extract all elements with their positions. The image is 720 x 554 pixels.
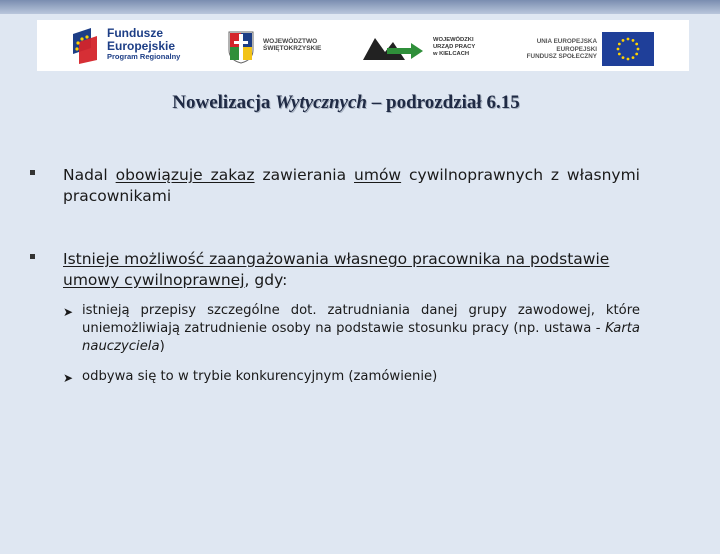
b1-part1: Nadal [63,166,116,184]
arrow-bullet-icon: ➤ [63,305,74,319]
square-bullet-icon [30,254,35,259]
title-italic: Wytycznych [275,92,367,113]
eu-star-icon [622,39,625,42]
sub1-text: istnieją przepisy szczególne dot. zatrudniania danej grupy zawodowej, które uniemożliwiają zatrudnienie osoby na podstawie stosunku pracy (np. ustawa - [82,303,640,336]
arrow-bullet-icon: ➤ [63,371,74,385]
eu-star-icon [627,58,630,61]
wup-logo-icon [361,32,425,62]
eu-star-icon [637,48,640,51]
logo-bar [37,20,689,71]
sub-bullet-1-text [82,302,640,356]
b2-tail: , gdy: [244,271,288,289]
swk-line1: WOJEWÓDZTWO [263,38,318,45]
sub1-end: ) [159,339,165,354]
bullet-item-1 [30,165,640,207]
ue-text [519,38,597,61]
swk-line2: ŚWIĘTOKRZYSKIE [263,45,322,53]
eu-star-icon [617,48,620,51]
eu-star-icon [632,39,635,42]
eu-star-icon [618,53,621,56]
fe-line3: Program Regionalny [107,52,181,62]
eu-star-icon [635,53,638,56]
eu-flag-icon [602,32,654,66]
title-before: Nowelizacja [172,92,276,113]
b1-part4: umów [354,166,402,184]
fe-line2: Europejskie [107,38,176,53]
eu-star-icon [632,56,635,59]
b1-part3: zawierania [254,166,355,184]
fundusze-europejskie-logo-icon [69,26,101,66]
b1-part6: z własnymi pracownikami [63,166,640,205]
square-bullet-icon [30,170,35,175]
sub-bullet-1 [63,302,640,356]
wup-line2: URZĄD PRACY [433,44,476,51]
b2-underlined: Istnieje możliwość zaangażowania własnego pracownika na podstawie umowy cywilnoprawnej [63,250,610,289]
ue-line2: EUROPEJSKI [556,45,597,53]
sub1-italic: Karta nauczyciela [82,321,640,354]
eu-star-icon [635,43,638,46]
ue-line1: UNIA EUROPEJSKA [536,38,597,45]
ue-line3: FUNDUSZ SPOŁECZNY [526,53,597,61]
fe-line1: Fundusze [107,26,163,40]
b1-part5: cywilnoprawnych [401,166,544,184]
slide-title [0,92,692,114]
wup-line1: WOJEWÓDZKI [433,37,474,43]
swietokrzyskie-text [263,38,321,53]
sub-bullet-2 [63,368,640,386]
title-after: – podrozdział 6.15 [367,92,520,113]
wup-line3: w KIELCACH [433,51,470,58]
swietokrzyskie-crest-icon [228,30,254,64]
sub-bullet-2-text: odbywa się to w trybie konkurencyjnym (zamówienie) [82,369,438,384]
fundusze-europejskie-text [107,27,180,61]
b1-part2: obowiązuje zakaz [115,166,255,184]
bullet-1-text [63,165,640,207]
eu-star-icon [627,38,630,41]
bullet-2-text [63,249,640,291]
eu-star-icon [618,43,621,46]
wup-text [433,37,475,59]
eu-star-icon [622,56,625,59]
bullet-item-2 [30,249,640,291]
